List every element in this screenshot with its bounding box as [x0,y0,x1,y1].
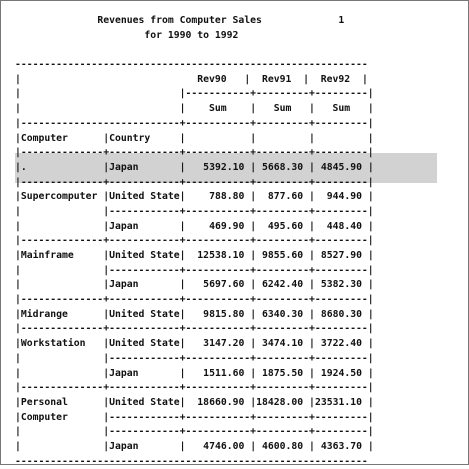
cell-country: United State [109,250,180,261]
cell-rev92: 23531.10 [314,396,368,408]
cell-computer: Supercomputer [20,191,104,203]
table-row: |Workstation |United State| 3147.20 | 3474.10 | 3722.40 | [15,338,374,350]
cell-country: United State [109,308,180,320]
cell-computer-cont: Computer [20,411,104,423]
table-row: |Supercomputer |United State| 788.80 | 877.60 | 944.90 | [15,191,374,203]
row-continuation: |Computer |------------+-----------+---------+---------| [15,411,374,423]
cell-country: Japan [109,440,180,452]
stat-label-rev91: Sum [256,103,310,115]
cell-rev92: 5382.30 [314,279,368,291]
table-row: |Mainframe |United State| 12538.10 | 9855.60 | 8527.90 | [15,250,374,261]
row-separator: |--------------+------------+-----------+---------+---------| [15,147,374,159]
cell-country: United State [109,396,180,408]
cell-rev92: 4363.70 [314,440,368,452]
cell-rev90: 12538.10 [185,250,251,261]
table-row: | |Japan | 4746.00 | 4600.80 | 4363.70 | [15,440,374,452]
column-header-rev91: Rev91 [250,73,304,85]
cell-rev91: 9855.60 [256,250,310,261]
cell-computer [21,279,103,290]
cell-country: United State [109,338,180,350]
table-row: | |Japan | 1511.60 | 1875.50 | 1924.50 | [15,367,374,379]
cell-rev91: 1875.50 [256,367,310,379]
report-subtitle-line [15,29,374,44]
cell-rev91: 6340.30 [256,308,310,320]
table-row: | |Japan | 469.90 | 495.60 | 448.40 | [15,220,374,232]
row-separator: | |------------+-----------+---------+---------| [15,426,374,438]
cell-rev90: 788.80 [185,191,251,203]
page-number: 1 [338,15,345,26]
cell-country: Japan [109,279,180,291]
column-header-country: Country [109,132,180,144]
cell-country: Japan [109,367,180,379]
rule-line-bottom: ------------------------------------------------------------ [15,455,368,467]
cell-computer [21,221,103,232]
row-separator: |--------------+------------+-----------+---------+---------| [15,176,374,188]
cell-rev90: 9815.80 [185,308,251,320]
rule-line: ------------------------------------------------------------ [15,59,368,71]
column-header-rev92: Rev92 [309,73,362,85]
row-separator: | |------------+-----------+---------+---------| [15,352,374,364]
table-row: |Personal |United State| 18660.90 |18428.00 |23531.10 | [15,396,374,408]
blank-line [15,43,374,58]
cell-rev90: 3147.20 [185,338,251,350]
cell-rev90: 18660.90 [185,396,251,408]
cell-rev90: 4746.00 [185,440,251,452]
stat-label-rev90: Sum [185,103,251,115]
cell-computer [21,368,103,379]
statistic-line: | | Sum | Sum | Sum | [15,103,374,115]
cell-rev91: 4600.80 [256,440,310,452]
cell-rev91: 3474.10 [256,338,310,350]
column-header-rev90: Rev90 [179,73,245,85]
analysis-header-line: | Rev90 | Rev91 | Rev92 | [15,73,368,85]
row-separator: |--------------+------------+-----------+---------+---------| [15,235,374,247]
cell-rev91: 495.60 [256,220,310,232]
cell-rev92: 8527.90 [314,250,368,261]
class-header-line: |Computer |Country | | | | [15,132,374,144]
cell-rev91: 877.60 [256,191,310,203]
cell-rev92: 944.90 [314,191,368,203]
cell-computer [21,441,103,452]
cell-rev90: 1511.60 [185,367,251,379]
report-title: Revenues from Computer Sales [97,15,262,26]
cell-computer: Mainframe [20,250,104,261]
cell-rev90: 469.90 [185,220,251,232]
cell-computer: . [20,161,104,173]
stat-label-rev92: Sum [314,103,368,115]
row-separator: | |------------+-----------+---------+---------| [15,264,374,276]
cell-rev92: 3722.40 [314,338,368,350]
header-sep-line: |---------------------------+-----------+---------+---------| [15,117,374,129]
cell-rev92: 8680.30 [314,308,368,320]
cell-computer: Workstation [20,338,104,350]
cell-rev92: 4845.90 [314,161,368,173]
cell-computer: Personal [20,396,104,408]
cell-rev91: 5668.30 [256,161,310,173]
row-separator: | |------------+-----------+---------+---------| [15,205,374,217]
row-separator: |--------------+------------+-----------+---------+---------| [15,294,374,306]
tabulate-report [15,14,374,469]
cell-rev90: 5697.60 [185,279,251,291]
cell-rev92: 1924.50 [314,367,368,379]
cell-rev90: 5392.10 [185,161,251,173]
table-row: |. |Japan | 5392.10 | 5668.30 | 4845.90 | [15,161,374,173]
cell-computer: Midrange [20,308,104,320]
row-separator: |--------------+------------+-----------+---------+---------| [15,323,374,335]
cell-rev92: 448.40 [314,220,368,232]
cell-country: Japan [109,220,180,232]
cell-rev91: 18428.00 [256,396,310,408]
column-header-computer: Computer [20,132,104,144]
report-title-line [15,14,374,29]
cell-country: United State [109,191,180,203]
report-subtitle: for 1990 to 1992 [144,29,239,41]
table-row: |Midrange |United State| 9815.80 | 6340.30 | 8680.30 | [15,308,374,320]
analysis-sep-line: | |-----------+---------+---------| [15,88,374,100]
row-separator: |--------------+------------+-----------+---------+---------| [15,382,374,394]
cell-rev91: 6242.40 [256,279,310,291]
cell-country: Japan [109,161,180,173]
table-row: | |Japan | 5697.60 | 6242.40 | 5382.30 | [15,279,374,291]
